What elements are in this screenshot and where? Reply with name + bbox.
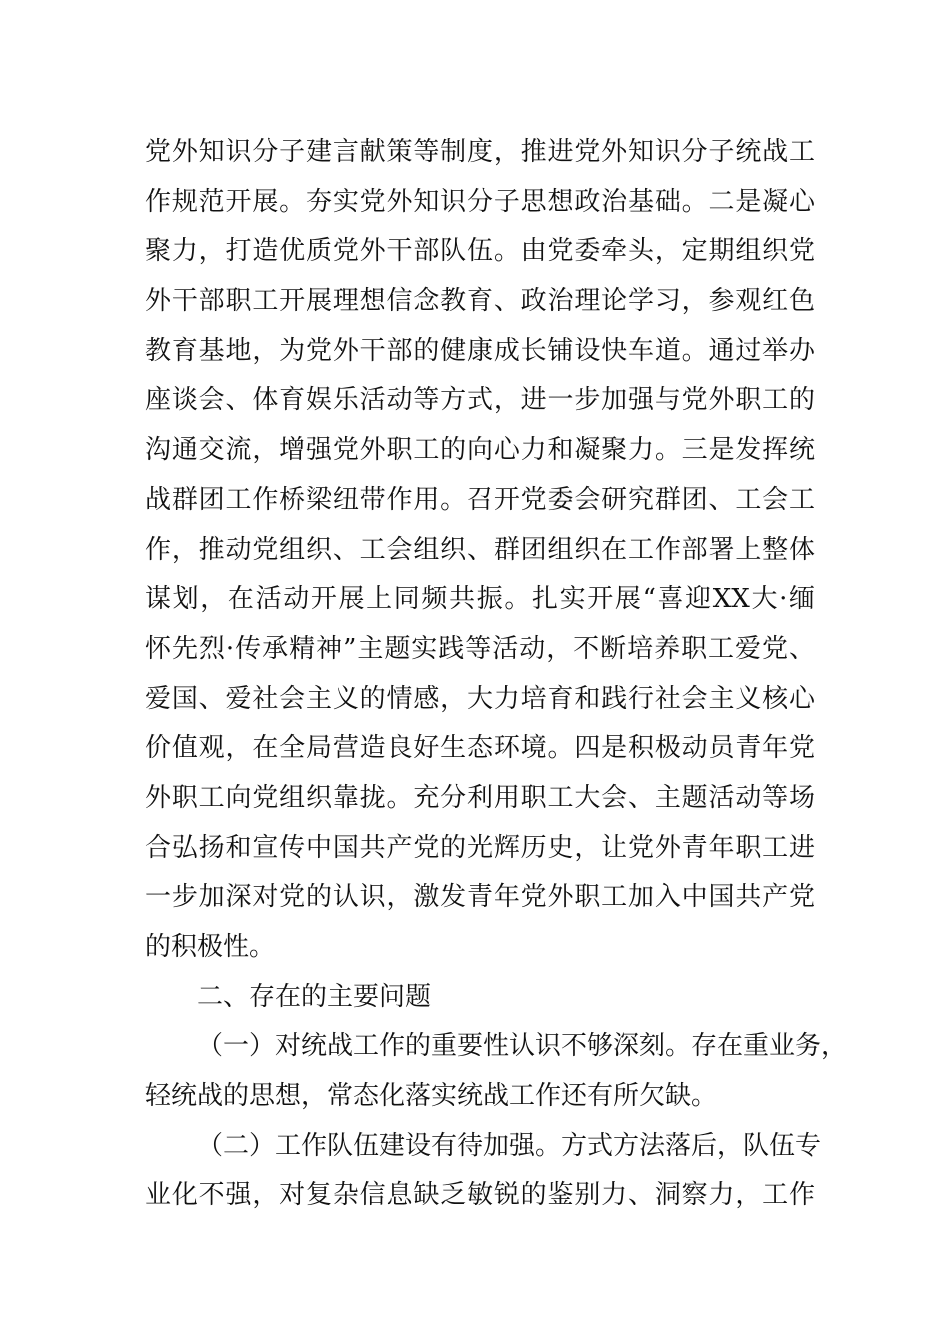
section-heading: 二、存在的主要问题: [197, 981, 432, 1012]
paragraph-issue-two: [145, 1122, 822, 1221]
paragraph-line: 合弘扬和宣传中国共产党的光辉历史，让党外青年职工进: [145, 832, 815, 863]
paragraph-line: 座谈会、体育娱乐活动等方式，进一步加强与党外职工的: [145, 385, 815, 416]
paragraph-line: 党外知识分子建言献策等制度，推进党外知识分子统战工: [145, 137, 815, 167]
paragraph-line: 聚力，打造优质党外干部队伍。由党委牵头，定期组织党: [145, 236, 815, 267]
paragraph-line: （一）对统战工作的重要性认识不够深刻。存在重业务，: [197, 1031, 848, 1062]
paragraph-line: 的积极性。: [145, 932, 276, 962]
paragraph-line: 轻统战的思想，常态化落实统战工作还有所欠缺。: [145, 1081, 718, 1112]
paragraph-line: 作，推动党组织、工会组织、群团组织在工作部署上整体: [145, 534, 815, 565]
paragraph-line: 价值观，在全局营造良好生态环境。四是积极动员青年党: [145, 733, 815, 764]
paragraph-line: 外职工向党组织靠拢。充分利用职工大会、主题活动等场: [145, 782, 815, 813]
paragraph-line: 作规范开展。夯实党外知识分子思想政治基础。二是凝心: [145, 186, 815, 217]
paragraph-line: 谋划，在活动开展上同频共振。扎实开展“喜迎XX大·缅: [145, 584, 815, 615]
paragraph-line: 一步加深对党的认识，激发青年党外职工加入中国共产党: [145, 882, 815, 913]
paragraph-line: 怀先烈·传承精神”主题实践等活动，不断培养职工爱党、: [145, 633, 815, 664]
paragraph-united-front-work: [145, 128, 815, 973]
document-body: [145, 128, 848, 1221]
paragraph-line: 战群团工作桥梁纽带作用。召开党委会研究群团、工会工: [145, 484, 815, 515]
paragraph-line: 沟通交流，增强党外职工的向心力和凝聚力。三是发挥统: [145, 435, 815, 466]
paragraph-line: 业化不强，对复杂信息缺乏敏锐的鉴别力、洞察力，工作: [145, 1180, 815, 1211]
paragraph-line: 教育基地，为党外干部的健康成长铺设快车道。通过举办: [145, 335, 815, 366]
paragraph-issue-one: [145, 1022, 848, 1121]
paragraph-line: 外干部职工开展理想信念教育、政治理论学习，参观红色: [145, 286, 815, 317]
paragraph-line: （二）工作队伍建设有待加强。方式方法落后，队伍专: [197, 1130, 822, 1161]
paragraph-line: 爱国、爱社会主义的情感，大力培育和践行社会主义核心: [145, 683, 815, 714]
